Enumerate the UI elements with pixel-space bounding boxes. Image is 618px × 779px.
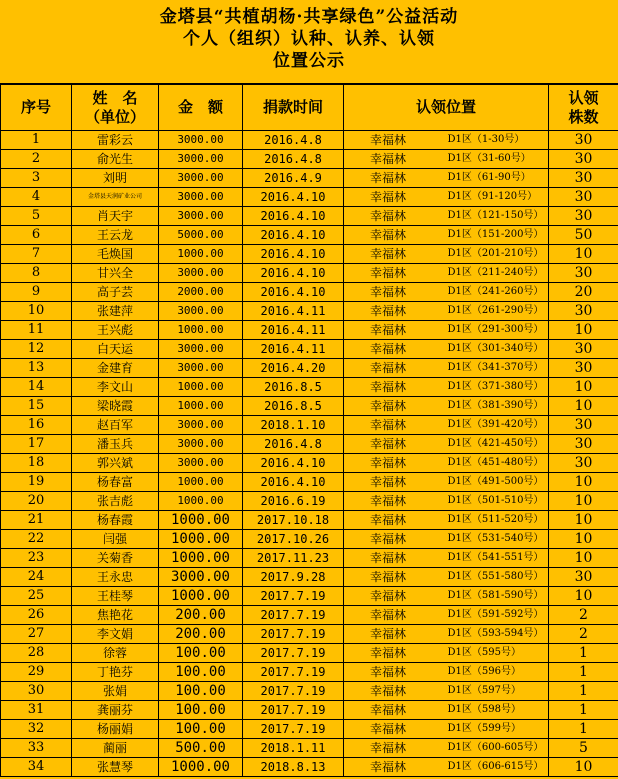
row-zone: D1区（151-200号） <box>448 226 549 245</box>
header-seq: 序号 <box>1 85 72 131</box>
row-count: 10 <box>549 473 618 492</box>
table-row <box>1 473 618 492</box>
row-seq: 24 <box>1 568 72 587</box>
row-count: 30 <box>549 568 618 587</box>
row-count: 30 <box>549 131 618 150</box>
row-zone: D1区（241-260号） <box>448 283 549 302</box>
row-place: 幸福林 <box>344 682 448 701</box>
row-date: 2016.8.5 <box>243 397 344 416</box>
row-date: 2017.7.19 <box>243 587 344 606</box>
row-name: 王云龙 <box>72 226 159 245</box>
row-date: 2018.1.10 <box>243 416 344 435</box>
row-zone: D1区（61-90号） <box>448 169 549 188</box>
row-place: 幸福林 <box>344 245 448 264</box>
row-zone: D1区（421-450号） <box>448 435 549 454</box>
row-seq: 30 <box>1 682 72 701</box>
row-seq: 33 <box>1 739 72 758</box>
table-row <box>1 188 618 207</box>
row-count: 30 <box>549 435 618 454</box>
row-count: 10 <box>549 245 618 264</box>
row-zone: D1区（211-240号） <box>448 264 549 283</box>
header-name <box>72 85 159 131</box>
row-place: 幸福林 <box>344 264 448 283</box>
row-place: 幸福林 <box>344 359 448 378</box>
row-place: 幸福林 <box>344 131 448 150</box>
row-amount: 1000.00 <box>159 321 243 340</box>
notice-title <box>0 0 618 84</box>
row-amount: 1000.00 <box>159 758 243 777</box>
row-count: 1 <box>549 663 618 682</box>
row-count: 1 <box>549 644 618 663</box>
row-count: 10 <box>549 492 618 511</box>
table-row <box>1 302 618 321</box>
row-name: 高子芸 <box>72 283 159 302</box>
row-amount: 1000.00 <box>159 511 243 530</box>
title-line-3: 位置公示 <box>273 51 345 71</box>
row-name: 梁晓霞 <box>72 397 159 416</box>
row-name: 焦艳花 <box>72 606 159 625</box>
row-date: 2016.4.10 <box>243 454 344 473</box>
row-count: 10 <box>549 511 618 530</box>
table-row <box>1 131 618 150</box>
row-name: 潘玉兵 <box>72 435 159 454</box>
row-name: 金塔县天润矿业公司 <box>72 188 159 207</box>
row-date: 2017.7.19 <box>243 701 344 720</box>
row-zone: D1区（491-500号） <box>448 473 549 492</box>
row-seq: 7 <box>1 245 72 264</box>
row-name: 龚丽芬 <box>72 701 159 720</box>
row-zone: D1区（531-540号） <box>448 530 549 549</box>
row-zone: D1区（591-592号） <box>448 606 549 625</box>
table-row <box>1 492 618 511</box>
row-date: 2017.7.19 <box>243 625 344 644</box>
row-place: 幸福林 <box>344 549 448 568</box>
row-zone: D1区（581-590号） <box>448 587 549 606</box>
row-seq: 11 <box>1 321 72 340</box>
row-amount: 200.00 <box>159 625 243 644</box>
row-amount: 1000.00 <box>159 397 243 416</box>
row-date: 2017.7.19 <box>243 606 344 625</box>
header-count-line1: 认领 <box>568 88 599 107</box>
row-zone: D1区（597号） <box>448 682 549 701</box>
row-date: 2016.4.8 <box>243 150 344 169</box>
row-amount: 3000.00 <box>159 188 243 207</box>
row-amount: 3000.00 <box>159 359 243 378</box>
row-name: 郭兴斌 <box>72 454 159 473</box>
row-zone: D1区（261-290号） <box>448 302 549 321</box>
row-count: 10 <box>549 587 618 606</box>
row-name: 张慧琴 <box>72 758 159 777</box>
row-seq: 34 <box>1 758 72 777</box>
table-row <box>1 454 618 473</box>
row-place: 幸福林 <box>344 663 448 682</box>
row-zone: D1区（541-551号） <box>448 549 549 568</box>
table-row <box>1 226 618 245</box>
row-date: 2016.4.9 <box>243 169 344 188</box>
header-name-line2: （单位） <box>84 107 145 126</box>
row-zone: D1区（1-30号） <box>448 131 549 150</box>
row-seq: 16 <box>1 416 72 435</box>
row-place: 幸福林 <box>344 435 448 454</box>
row-count: 1 <box>549 682 618 701</box>
table-row <box>1 283 618 302</box>
row-place: 幸福林 <box>344 511 448 530</box>
row-amount: 3000.00 <box>159 416 243 435</box>
row-amount: 100.00 <box>159 701 243 720</box>
header-date: 捐款时间 <box>243 85 344 131</box>
row-seq: 8 <box>1 264 72 283</box>
row-count: 10 <box>549 397 618 416</box>
row-date: 2016.4.11 <box>243 321 344 340</box>
row-place: 幸福林 <box>344 397 448 416</box>
row-zone: D1区（501-510号） <box>448 492 549 511</box>
row-amount: 500.00 <box>159 739 243 758</box>
table-body <box>1 131 618 777</box>
row-seq: 17 <box>1 435 72 454</box>
row-place: 幸福林 <box>344 321 448 340</box>
row-name: 张娟 <box>72 682 159 701</box>
row-name: 丁艳芬 <box>72 663 159 682</box>
row-count: 2 <box>549 606 618 625</box>
row-seq: 22 <box>1 530 72 549</box>
row-place: 幸福林 <box>344 739 448 758</box>
row-zone: D1区（341-370号） <box>448 359 549 378</box>
row-place: 幸福林 <box>344 530 448 549</box>
row-date: 2016.6.19 <box>243 492 344 511</box>
row-date: 2016.4.11 <box>243 340 344 359</box>
row-seq: 20 <box>1 492 72 511</box>
row-date: 2017.9.28 <box>243 568 344 587</box>
row-amount: 3000.00 <box>159 454 243 473</box>
row-count: 5 <box>549 739 618 758</box>
row-amount: 100.00 <box>159 663 243 682</box>
adoption-table <box>0 84 618 777</box>
row-count: 30 <box>549 188 618 207</box>
row-seq: 31 <box>1 701 72 720</box>
row-amount: 100.00 <box>159 720 243 739</box>
row-amount: 3000.00 <box>159 340 243 359</box>
row-date: 2016.4.10 <box>243 226 344 245</box>
row-amount: 2000.00 <box>159 283 243 302</box>
row-name: 金建育 <box>72 359 159 378</box>
row-zone: D1区（451-480号） <box>448 454 549 473</box>
row-name: 杨春霞 <box>72 511 159 530</box>
row-name: 雷彩云 <box>72 131 159 150</box>
row-name: 刘明 <box>72 169 159 188</box>
row-place: 幸福林 <box>344 283 448 302</box>
row-amount: 100.00 <box>159 644 243 663</box>
row-seq: 10 <box>1 302 72 321</box>
row-place: 幸福林 <box>344 720 448 739</box>
row-name: 赵百军 <box>72 416 159 435</box>
row-name: 白天运 <box>72 340 159 359</box>
row-name: 毛焕国 <box>72 245 159 264</box>
row-place: 幸福林 <box>344 416 448 435</box>
table-row <box>1 739 618 758</box>
row-name: 俞光生 <box>72 150 159 169</box>
row-place: 幸福林 <box>344 207 448 226</box>
row-seq: 5 <box>1 207 72 226</box>
row-name: 杨丽娟 <box>72 720 159 739</box>
row-seq: 32 <box>1 720 72 739</box>
row-amount: 3000.00 <box>159 568 243 587</box>
table-row <box>1 359 618 378</box>
row-zone: D1区（596号） <box>448 663 549 682</box>
table-row <box>1 549 618 568</box>
row-amount: 5000.00 <box>159 226 243 245</box>
row-amount: 3000.00 <box>159 207 243 226</box>
row-count: 10 <box>549 549 618 568</box>
title-line-1: 金塔县“共植胡杨·共享绿色”公益活动 <box>159 7 459 27</box>
row-count: 30 <box>549 454 618 473</box>
row-seq: 13 <box>1 359 72 378</box>
row-place: 幸福林 <box>344 701 448 720</box>
row-date: 2017.7.19 <box>243 682 344 701</box>
row-name: 甘兴全 <box>72 264 159 283</box>
row-date: 2018.8.13 <box>243 758 344 777</box>
header-row <box>1 85 618 131</box>
row-seq: 1 <box>1 131 72 150</box>
row-count: 10 <box>549 321 618 340</box>
row-zone: D1区（291-300号） <box>448 321 549 340</box>
row-seq: 29 <box>1 663 72 682</box>
row-date: 2017.7.19 <box>243 663 344 682</box>
row-date: 2016.4.8 <box>243 435 344 454</box>
row-name: 肖天宇 <box>72 207 159 226</box>
row-amount: 1000.00 <box>159 530 243 549</box>
row-zone: D1区（371-380号） <box>448 378 549 397</box>
row-seq: 28 <box>1 644 72 663</box>
row-date: 2016.4.10 <box>243 473 344 492</box>
row-zone: D1区（381-390号） <box>448 397 549 416</box>
table-row <box>1 378 618 397</box>
row-place: 幸福林 <box>344 492 448 511</box>
row-count: 10 <box>549 530 618 549</box>
row-name: 王兴彪 <box>72 321 159 340</box>
row-place: 幸福林 <box>344 150 448 169</box>
row-place: 幸福林 <box>344 340 448 359</box>
row-count: 30 <box>549 340 618 359</box>
row-amount: 1000.00 <box>159 549 243 568</box>
table-row <box>1 530 618 549</box>
table-row <box>1 416 618 435</box>
row-place: 幸福林 <box>344 188 448 207</box>
table-row <box>1 245 618 264</box>
row-date: 2016.4.10 <box>243 283 344 302</box>
table-row <box>1 340 618 359</box>
row-zone: D1区（593-594号） <box>448 625 549 644</box>
row-amount: 3000.00 <box>159 150 243 169</box>
row-seq: 4 <box>1 188 72 207</box>
table-row <box>1 625 618 644</box>
row-name: 王永忠 <box>72 568 159 587</box>
row-date: 2016.4.10 <box>243 264 344 283</box>
row-name: 张吉彪 <box>72 492 159 511</box>
row-seq: 19 <box>1 473 72 492</box>
table-row <box>1 568 618 587</box>
row-zone: D1区（599号） <box>448 720 549 739</box>
table-row <box>1 644 618 663</box>
row-zone: D1区（511-520号） <box>448 511 549 530</box>
row-place: 幸福林 <box>344 302 448 321</box>
row-place: 幸福林 <box>344 606 448 625</box>
table-row <box>1 435 618 454</box>
row-place: 幸福林 <box>344 473 448 492</box>
row-zone: D1区（551-580号） <box>448 568 549 587</box>
row-count: 1 <box>549 720 618 739</box>
row-place: 幸福林 <box>344 625 448 644</box>
row-count: 30 <box>549 416 618 435</box>
row-seq: 6 <box>1 226 72 245</box>
row-amount: 1000.00 <box>159 587 243 606</box>
title-line-2: 个人（组织）认种、认养、认领 <box>183 29 435 49</box>
row-date: 2016.4.8 <box>243 131 344 150</box>
row-amount: 3000.00 <box>159 435 243 454</box>
row-amount: 200.00 <box>159 606 243 625</box>
row-zone: D1区（91-120号） <box>448 188 549 207</box>
header-count <box>549 85 618 131</box>
row-zone: D1区（301-340号） <box>448 340 549 359</box>
row-count: 50 <box>549 226 618 245</box>
row-amount: 3000.00 <box>159 264 243 283</box>
row-place: 幸福林 <box>344 454 448 473</box>
row-date: 2016.4.10 <box>243 207 344 226</box>
row-seq: 26 <box>1 606 72 625</box>
row-date: 2016.4.20 <box>243 359 344 378</box>
row-name: 张建萍 <box>72 302 159 321</box>
row-zone: D1区（598号） <box>448 701 549 720</box>
row-zone: D1区（600-605号） <box>448 739 549 758</box>
row-name: 关菊香 <box>72 549 159 568</box>
row-date: 2016.4.10 <box>243 188 344 207</box>
row-date: 2017.7.19 <box>243 644 344 663</box>
row-amount: 3000.00 <box>159 302 243 321</box>
row-name: 李文山 <box>72 378 159 397</box>
row-seq: 12 <box>1 340 72 359</box>
row-seq: 18 <box>1 454 72 473</box>
row-amount: 1000.00 <box>159 473 243 492</box>
row-date: 2016.4.11 <box>243 302 344 321</box>
table-row <box>1 663 618 682</box>
table-row <box>1 169 618 188</box>
row-zone: D1区（201-210号） <box>448 245 549 264</box>
row-count: 30 <box>549 359 618 378</box>
table-row <box>1 264 618 283</box>
row-amount: 1000.00 <box>159 378 243 397</box>
row-amount: 1000.00 <box>159 245 243 264</box>
table-row <box>1 758 618 777</box>
row-seq: 25 <box>1 587 72 606</box>
row-date: 2016.8.5 <box>243 378 344 397</box>
row-seq: 14 <box>1 378 72 397</box>
row-zone: D1区（31-60号） <box>448 150 549 169</box>
table-row <box>1 511 618 530</box>
row-place: 幸福林 <box>344 226 448 245</box>
row-seq: 21 <box>1 511 72 530</box>
row-name: 王桂琴 <box>72 587 159 606</box>
row-date: 2016.4.10 <box>243 245 344 264</box>
table-row <box>1 321 618 340</box>
row-seq: 2 <box>1 150 72 169</box>
row-zone: D1区（391-420号） <box>448 416 549 435</box>
table-row <box>1 606 618 625</box>
row-place: 幸福林 <box>344 644 448 663</box>
row-place: 幸福林 <box>344 169 448 188</box>
row-amount: 100.00 <box>159 682 243 701</box>
row-date: 2018.1.11 <box>243 739 344 758</box>
header-name-line1: 姓 名 <box>92 88 138 107</box>
row-place: 幸福林 <box>344 587 448 606</box>
row-count: 30 <box>549 150 618 169</box>
row-amount: 3000.00 <box>159 131 243 150</box>
row-count: 2 <box>549 625 618 644</box>
table-row <box>1 682 618 701</box>
header-amount: 金 额 <box>159 85 243 131</box>
row-seq: 23 <box>1 549 72 568</box>
table-row <box>1 720 618 739</box>
row-place: 幸福林 <box>344 568 448 587</box>
row-zone: D1区（595号） <box>448 644 549 663</box>
row-amount: 1000.00 <box>159 492 243 511</box>
row-place: 幸福林 <box>344 378 448 397</box>
header-count-line2: 株数 <box>568 107 599 126</box>
table-row <box>1 587 618 606</box>
row-amount: 3000.00 <box>159 169 243 188</box>
row-date: 2017.10.26 <box>243 530 344 549</box>
row-seq: 3 <box>1 169 72 188</box>
table-row <box>1 150 618 169</box>
row-count: 30 <box>549 169 618 188</box>
row-count: 30 <box>549 302 618 321</box>
row-count: 10 <box>549 378 618 397</box>
row-count: 30 <box>549 264 618 283</box>
row-zone: D1区（121-150号） <box>448 207 549 226</box>
row-seq: 27 <box>1 625 72 644</box>
table-row <box>1 207 618 226</box>
row-place: 幸福林 <box>344 758 448 777</box>
row-date: 2017.11.23 <box>243 549 344 568</box>
row-name: 蔺丽 <box>72 739 159 758</box>
row-zone: D1区（606-615号） <box>448 758 549 777</box>
row-seq: 9 <box>1 283 72 302</box>
row-name: 徐蓉 <box>72 644 159 663</box>
row-count: 30 <box>549 207 618 226</box>
row-count: 20 <box>549 283 618 302</box>
row-count: 10 <box>549 758 618 777</box>
header-location: 认领位置 <box>344 85 549 131</box>
row-count: 1 <box>549 701 618 720</box>
row-name: 杨春富 <box>72 473 159 492</box>
row-date: 2017.7.19 <box>243 720 344 739</box>
row-date: 2017.10.18 <box>243 511 344 530</box>
table-row <box>1 701 618 720</box>
table-row <box>1 397 618 416</box>
row-name: 闫强 <box>72 530 159 549</box>
row-seq: 15 <box>1 397 72 416</box>
row-name: 李文娟 <box>72 625 159 644</box>
